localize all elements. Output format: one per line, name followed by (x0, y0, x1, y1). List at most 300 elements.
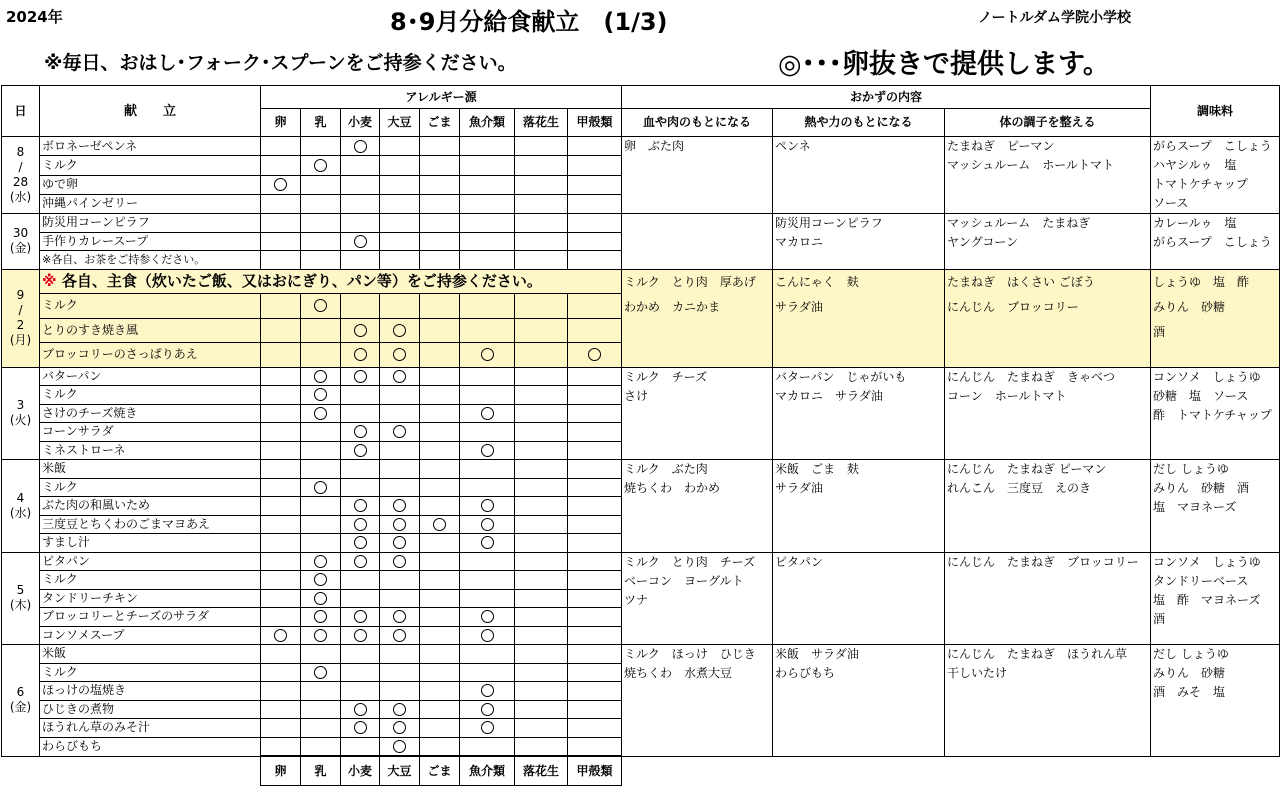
blood-cell (622, 137, 773, 214)
allergen-cell (301, 460, 341, 479)
allergen-cell (568, 737, 622, 756)
allergen-cell (568, 441, 622, 460)
allergen-cell (261, 589, 301, 608)
allergen-footer-2: 小麦 (341, 756, 380, 786)
allergen-cell (380, 343, 420, 368)
allergen-circle-icon (393, 499, 406, 512)
seasoning-cell-line: 塩 マヨネーズ (1153, 500, 1237, 514)
allergen-cell (420, 700, 460, 719)
allergen-cell (261, 645, 301, 664)
energy-cell (773, 137, 945, 214)
allergen-cell (261, 343, 301, 368)
dish-name: ほっけの塩焼き (40, 682, 261, 701)
dish-name: ミルク (40, 156, 261, 175)
energy-cell-line: 米飯 ごま 麸 (775, 462, 860, 476)
energy-cell-line: マカロニ サラダ油 (775, 388, 883, 403)
allergen-cell (460, 700, 515, 719)
allergen-circle-icon (314, 299, 327, 312)
allergen-cell (341, 478, 380, 497)
condition-cell-line: たまねぎ ピーマン (947, 139, 1055, 153)
allergen-circle-icon (354, 536, 367, 549)
allergen-cell (568, 608, 622, 627)
seasoning-cell-line: 砂糖 塩 ソース (1153, 388, 1249, 403)
allergen-cell (568, 478, 622, 497)
table-row (2, 367, 1280, 386)
seasoning-cell-line: みりん 砂糖 (1153, 666, 1226, 680)
dish-name: すまし汁 (40, 534, 261, 553)
allergen-header-5: 魚介類 (460, 109, 515, 137)
page-title: 8･9月分給食献立 (1/3) (390, 8, 668, 36)
allergen-cell (515, 589, 568, 608)
blood-cell (622, 552, 773, 645)
date-cell (2, 367, 40, 460)
allergen-cell (261, 534, 301, 553)
allergen-cell (515, 214, 568, 233)
allergen-cell (341, 367, 380, 386)
allergen-cell (420, 552, 460, 571)
allergen-circle-icon (393, 629, 406, 642)
seasoning-cell-line: 塩 酢 マヨネーズ (1153, 592, 1261, 607)
allergen-cell (301, 571, 341, 590)
allergen-cell (380, 719, 420, 738)
seasoning-cell-line: トマトケチャップ (1153, 177, 1248, 191)
content-header-0: 血や肉のもとになる (622, 109, 773, 137)
date-cell (2, 552, 40, 645)
allergen-cell (341, 156, 380, 175)
blood-cell (622, 645, 773, 757)
allergen-cell (341, 251, 380, 270)
condition-cell (945, 269, 1151, 367)
allergen-circle-icon (393, 740, 406, 753)
allergen-cell (301, 137, 341, 156)
utensils-note: ※毎日、おはし･フォーク･スプーンをご持参ください。 (44, 52, 517, 74)
condition-cell (945, 460, 1151, 553)
allergen-cell (261, 663, 301, 682)
content-group-header: おかずの内容 (622, 86, 1151, 109)
energy-cell-line: サラダ油 (775, 299, 823, 314)
allergen-cell (568, 571, 622, 590)
allergen-footer-1: 乳 (301, 756, 341, 786)
allergen-cell (301, 156, 341, 175)
allergen-circle-icon (481, 629, 494, 642)
condition-cell-line: れんこん 三度豆 えのき (947, 481, 1092, 495)
allergen-cell (341, 460, 380, 479)
allergen-cell (341, 626, 380, 645)
allergen-footer-5: 魚介類 (460, 756, 515, 786)
energy-cell-line: マカロニ (775, 235, 824, 249)
blood-cell-line: わかめ カニかま (624, 299, 721, 314)
allergen-circle-icon (354, 518, 367, 531)
allergen-cell (568, 515, 622, 534)
allergen-cell (380, 404, 420, 423)
allergen-cell (261, 737, 301, 756)
allergen-cell (380, 478, 420, 497)
allergen-circle-icon (481, 518, 494, 531)
allergen-circle-icon (314, 388, 327, 401)
allergen-cell (380, 515, 420, 534)
allergen-cell (261, 682, 301, 701)
allergen-circle-icon (481, 499, 494, 512)
allergen-circle-icon (393, 703, 406, 716)
allergen-cell (515, 515, 568, 534)
date-part: (水) (9, 505, 32, 520)
allergen-cell (301, 232, 341, 251)
allergen-cell (460, 232, 515, 251)
allergen-cell (460, 571, 515, 590)
allergen-cell (460, 515, 515, 534)
dish-name: ミルク (40, 386, 261, 405)
condition-cell-line: マッシュルーム たまねぎ (947, 216, 1091, 230)
allergen-cell (261, 137, 301, 156)
allergen-cell (420, 737, 460, 756)
allergen-cell (301, 294, 341, 319)
allergen-cell (261, 423, 301, 442)
allergen-cell (341, 386, 380, 405)
energy-cell (773, 269, 945, 367)
allergen-cell (301, 534, 341, 553)
allergen-cell (341, 534, 380, 553)
allergen-cell (380, 682, 420, 701)
date-cell (2, 460, 40, 553)
allergen-cell (301, 700, 341, 719)
allergen-circle-icon (393, 370, 406, 383)
allergen-cell (420, 682, 460, 701)
notice-mark: ※ (42, 271, 57, 290)
table-row (2, 460, 1280, 479)
allergen-footer-6: 落花生 (515, 756, 568, 786)
date-part: (金) (9, 700, 32, 715)
allergen-cell (420, 232, 460, 251)
allergen-cell (301, 367, 341, 386)
allergen-circle-icon (314, 159, 327, 172)
seasoning-cell-line: 酒 (1153, 611, 1166, 626)
energy-cell (773, 645, 945, 757)
allergen-circle-icon (393, 610, 406, 623)
allergen-circle-icon (314, 610, 327, 623)
allergen-circle-icon (314, 481, 327, 494)
seasoning-cell-line: カレールゥ 塩 (1153, 216, 1237, 230)
allergen-circle-icon (354, 555, 367, 568)
allergen-cell (301, 343, 341, 368)
allergen-cell (301, 404, 341, 423)
dish-name: ミネストローネ (40, 441, 261, 460)
allergen-cell (380, 214, 420, 233)
allergen-cell (515, 367, 568, 386)
allergen-cell (568, 626, 622, 645)
allergen-cell (261, 404, 301, 423)
condition-cell-line: 干しいたけ (947, 666, 1008, 680)
allergen-cell (420, 137, 460, 156)
allergen-cell (301, 737, 341, 756)
allergen-cell (515, 251, 568, 270)
allergen-cell (568, 194, 622, 213)
allergen-cell (341, 497, 380, 516)
allergen-cell (515, 663, 568, 682)
allergen-circle-icon (481, 684, 494, 697)
energy-cell (773, 552, 945, 645)
allergen-cell (460, 423, 515, 442)
allergen-cell (420, 194, 460, 213)
allergen-cell (420, 386, 460, 405)
allergen-circle-icon (354, 425, 367, 438)
allergen-cell (515, 552, 568, 571)
allergen-circle-icon (314, 666, 327, 679)
allergen-cell (341, 645, 380, 664)
dish-name: ゆで卵 (40, 175, 261, 194)
allergen-cell (568, 404, 622, 423)
allergen-cell (261, 156, 301, 175)
energy-cell-line: バターパン じゃがいも (775, 369, 907, 384)
allergen-cell (380, 232, 420, 251)
blood-cell-line: ミルク とり肉 チーズ (624, 554, 756, 569)
allergen-circle-icon (481, 703, 494, 716)
allergen-cell (301, 682, 341, 701)
allergen-cell (261, 719, 301, 738)
allergen-cell (568, 232, 622, 251)
allergen-circle-icon (354, 140, 367, 153)
allergen-cell (380, 251, 420, 270)
allergen-cell (460, 589, 515, 608)
allergen-cell (261, 386, 301, 405)
allergen-cell (515, 137, 568, 156)
date-part: 8 (16, 145, 25, 159)
allergen-cell (568, 460, 622, 479)
allergen-cell (460, 214, 515, 233)
condition-cell-line: にんじん たまねぎ ブロッコリー (947, 554, 1139, 569)
allergen-footer-3: 大豆 (380, 756, 420, 786)
date-part: (金) (9, 241, 32, 256)
energy-cell-line: わらびもち (775, 666, 836, 680)
allergen-cell (420, 404, 460, 423)
table-row (2, 645, 1280, 664)
dish-name: 手作りカレースープ (40, 232, 261, 251)
seasoning-cell-line: がらスープ こしょう (1153, 139, 1272, 153)
year-label: 2024年 (6, 8, 63, 26)
allergen-footer-0: 卵 (261, 756, 301, 786)
allergen-cell (420, 367, 460, 386)
seasoning-cell-line: ハヤシルゥ 塩 (1153, 158, 1237, 172)
allergen-cell (261, 318, 301, 343)
energy-cell-line: 防災用コーンピラフ (775, 216, 883, 230)
allergen-cell (380, 137, 420, 156)
dish-name: わらびもち (40, 737, 261, 756)
dish-name: とりのすき焼き風 (40, 318, 261, 343)
allergen-cell (261, 608, 301, 627)
allergen-cell (380, 318, 420, 343)
allergen-circle-icon (433, 518, 446, 531)
date-cell (2, 269, 40, 367)
date-part: (火) (9, 413, 32, 428)
allergen-cell (380, 294, 420, 319)
allergen-cell (515, 386, 568, 405)
date-part: (月) (9, 333, 32, 347)
allergen-cell (420, 515, 460, 534)
seasoning-cell-line: タンドリーベース (1153, 573, 1249, 588)
allergen-cell (341, 663, 380, 682)
allergen-cell (380, 626, 420, 645)
condition-cell-line: マッシュルーム ホールトマト (947, 158, 1115, 172)
allergen-cell (568, 294, 622, 319)
allergen-cell (515, 700, 568, 719)
allergen-header-4: ごま (420, 109, 460, 137)
allergen-cell (261, 294, 301, 319)
allergen-cell (515, 645, 568, 664)
date-part: 9 (16, 288, 25, 302)
dish-name: ブロッコリーのさっぱりあえ (40, 343, 261, 368)
dish-name: ぶた肉の和風いため (40, 497, 261, 516)
seasoning-cell-line: しょうゆ 塩 酢 (1153, 274, 1250, 289)
blood-cell (622, 269, 773, 367)
allergen-cell (460, 343, 515, 368)
dish-name: ボロネーゼペンネ (40, 137, 261, 156)
allergen-cell (341, 682, 380, 701)
allergen-cell (341, 175, 380, 194)
energy-cell-line: 米飯 サラダ油 (775, 647, 859, 661)
allergen-cell (460, 626, 515, 645)
allergen-cell (460, 663, 515, 682)
allergen-cell (460, 682, 515, 701)
menu-table (1, 85, 1280, 786)
allergen-cell (460, 318, 515, 343)
allergen-cell (301, 175, 341, 194)
date-header: 日 (2, 86, 40, 137)
allergen-cell (380, 589, 420, 608)
allergen-cell (460, 156, 515, 175)
allergen-cell (515, 294, 568, 319)
allergen-cell (261, 214, 301, 233)
dish-name: タンドリーチキン (40, 589, 261, 608)
allergen-circle-icon (354, 703, 367, 716)
allergen-cell (341, 404, 380, 423)
allergen-cell (460, 534, 515, 553)
allergen-cell (301, 663, 341, 682)
allergen-cell (568, 343, 622, 368)
allergen-cell (341, 552, 380, 571)
allergen-cell (420, 251, 460, 270)
allergen-cell (341, 194, 380, 213)
condition-cell (945, 367, 1151, 460)
allergen-cell (515, 682, 568, 701)
allergen-cell (515, 719, 568, 738)
allergen-cell (301, 719, 341, 738)
allergen-cell (341, 737, 380, 756)
allergen-cell (261, 552, 301, 571)
allergen-cell (380, 608, 420, 627)
allergen-circle-icon (393, 555, 406, 568)
allergen-cell (568, 318, 622, 343)
allergen-cell (341, 608, 380, 627)
allergen-header-7: 甲殻類 (568, 109, 622, 137)
allergen-cell (568, 700, 622, 719)
seasoning-cell-line: ソース (1153, 196, 1189, 210)
seasoning-cell (1151, 367, 1280, 460)
allergen-cell (568, 589, 622, 608)
allergen-cell (460, 404, 515, 423)
condition-cell (945, 137, 1151, 214)
allergen-circle-icon (354, 610, 367, 623)
allergen-circle-icon (393, 536, 406, 549)
dish-name: 三度豆とちくわのごまマヨあえ (40, 515, 261, 534)
blood-cell-line: 卵 ぶた肉 (624, 139, 685, 153)
date-part: 3 (16, 398, 25, 413)
date-part: (木) (9, 598, 32, 613)
allergen-cell (568, 175, 622, 194)
dish-name: バターパン (40, 367, 261, 386)
allergen-circle-icon (314, 573, 327, 586)
allergen-cell (380, 194, 420, 213)
allergen-circle-icon (481, 610, 494, 623)
allergen-cell (301, 478, 341, 497)
notice-text: 各自、主食（炊いたご飯、又はおにぎり、パン等）をご持参ください。 (56, 271, 542, 290)
table-row (2, 552, 1280, 571)
seasoning-cell (1151, 552, 1280, 645)
allergen-cell (568, 367, 622, 386)
blood-cell-line: ミルク ぶた肉 (624, 462, 708, 476)
allergen-cell (420, 343, 460, 368)
allergen-cell (301, 608, 341, 627)
allergen-cell (380, 645, 420, 664)
allergen-cell (341, 441, 380, 460)
allergen-cell (380, 441, 420, 460)
school-name: ノートルダム学院小学校 (978, 10, 1132, 26)
condition-cell-line: にんじん たまねぎ ほうれん草 (947, 647, 1128, 661)
condition-cell (945, 214, 1151, 270)
allergen-cell (301, 318, 341, 343)
allergen-circle-icon (481, 444, 494, 457)
allergen-cell (460, 294, 515, 319)
energy-cell-line: ペンネ (775, 139, 811, 153)
condition-cell-line: にんじん たまねぎ ピーマン (947, 462, 1107, 476)
dish-name: 防災用コーンピラフ (40, 214, 261, 233)
seasoning-cell-line: コンソメ しょうゆ (1153, 554, 1261, 569)
allergen-circle-icon (354, 629, 367, 642)
allergen-cell (380, 700, 420, 719)
blood-cell-line: ツナ (624, 592, 649, 607)
allergen-circle-icon (274, 629, 287, 642)
blood-cell (622, 367, 773, 460)
allergen-cell (261, 441, 301, 460)
allergen-cell (380, 663, 420, 682)
allergen-cell (301, 645, 341, 664)
allergen-cell (420, 589, 460, 608)
allergen-cell (301, 251, 341, 270)
allergen-cell (380, 552, 420, 571)
allergen-cell (515, 626, 568, 645)
allergen-cell (460, 137, 515, 156)
allergen-cell (420, 571, 460, 590)
allergen-cell (460, 737, 515, 756)
dish-name: ミルク (40, 663, 261, 682)
condition-cell-line: にんじん たまねぎ きゃべつ (947, 369, 1116, 384)
seasoning-cell-line: みりん 砂糖 酒 (1153, 481, 1250, 495)
seasoning-cell-line: 酒 みそ 塩 (1153, 685, 1226, 699)
allergen-cell (460, 367, 515, 386)
dish-name: ミルク (40, 478, 261, 497)
allergen-cell (380, 571, 420, 590)
allergen-cell (568, 423, 622, 442)
allergen-footer-7: 甲殻類 (568, 756, 622, 786)
allergen-cell (261, 515, 301, 534)
allergen-circle-icon (314, 555, 327, 568)
allergen-cell (420, 294, 460, 319)
allergen-cell (515, 318, 568, 343)
allergen-cell (515, 194, 568, 213)
allergen-cell (420, 175, 460, 194)
allergen-cell (261, 626, 301, 645)
allergen-cell (341, 214, 380, 233)
allergen-group-header: アレルギー源 (261, 86, 622, 109)
allergen-circle-icon (314, 629, 327, 642)
